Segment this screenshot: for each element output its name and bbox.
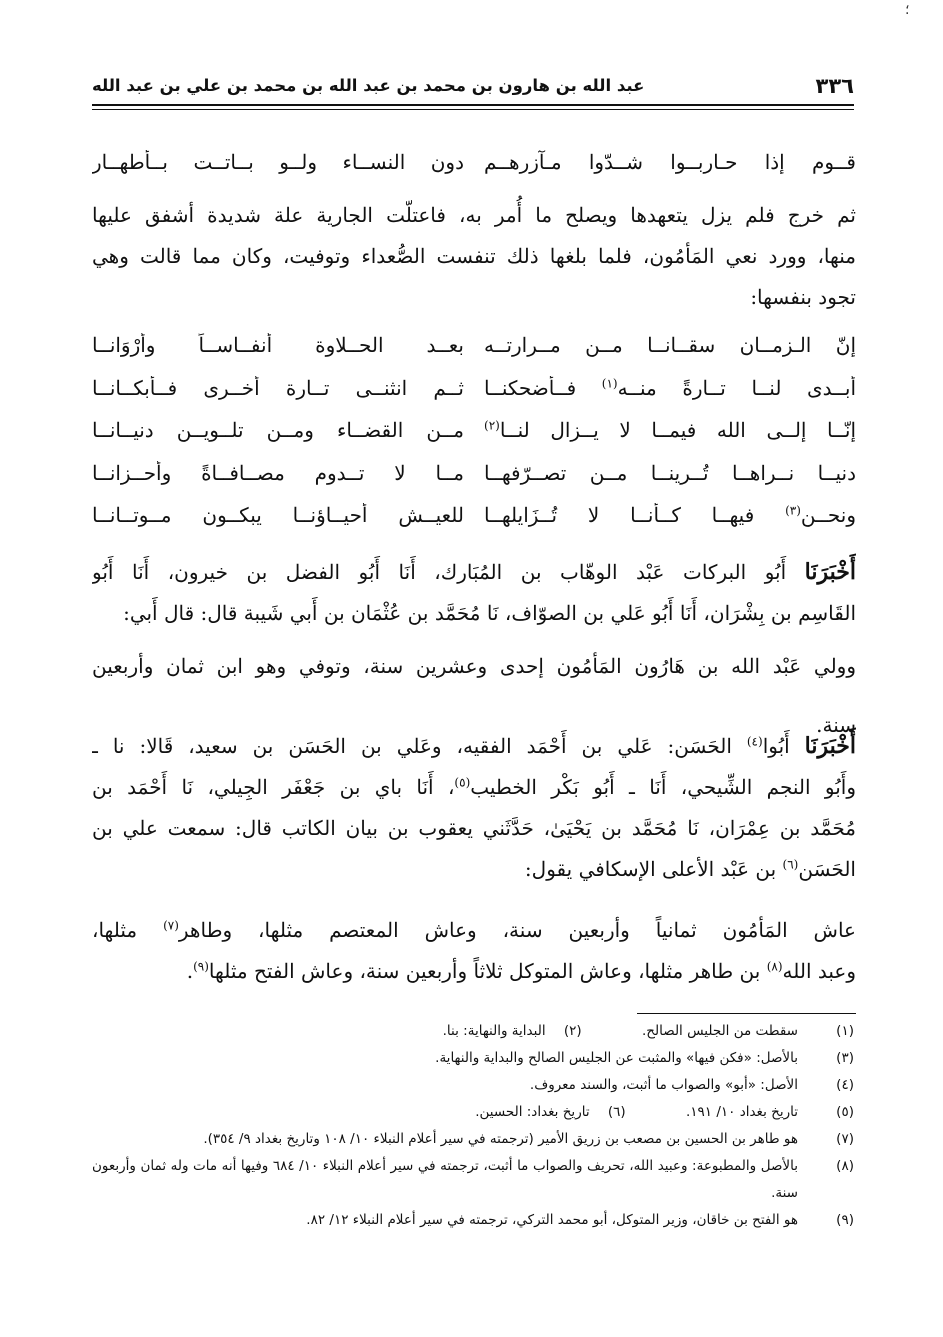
footnote <box>92 1126 856 1153</box>
statement-paragraph-2 <box>92 910 856 992</box>
hemistich-second: ثــم انثنــى تــارة أخــرى فــأبكــانــا <box>92 376 464 400</box>
footnote-ref[interactable]: (٨) <box>766 959 783 974</box>
hemistich-second: للعيــش أحيــاؤنــا يبكــون مــوتــانــا <box>92 503 464 527</box>
isnad-line: مُحَمَّد بن عِمْرَان، نَا مُحَمَّد بن يَحْيَىٰ، حَدَّثَني يعقوب بن بيان الكاتب قال: سمعت علي بن <box>92 816 856 840</box>
footnote <box>92 1207 856 1234</box>
footnote-ref[interactable]: (٤) <box>746 734 763 749</box>
footnote-text: هو الفتح بن خاقان، وزير المتوكل، أبو محمد التركي، ترجمته في سير أعلام النبلاء ١٢/ ٨٢. <box>306 1212 798 1228</box>
footnote-ref[interactable]: (٦) <box>782 857 799 872</box>
footnote <box>92 1153 856 1207</box>
footnote-number: (٤) <box>836 1077 854 1093</box>
footnote-ref[interactable]: (١) <box>601 376 618 391</box>
prose-paragraph <box>92 195 856 318</box>
isnad-line: الحَسَن$^{(٦)}$ بن عَبْد الأعلى الإسكافي يقول: <box>524 857 856 881</box>
hemistich-first: ونحــن$^{(٣)}$ فيهــا كــأنــا لا تُــزَايلهــا <box>484 503 856 527</box>
poem-verse <box>92 376 856 416</box>
footnote <box>92 1018 856 1045</box>
footnote-number: (٨) <box>836 1158 854 1174</box>
isnad-line: وأَبُو النجم الشِّيحي، أَنَا ـ أَبُو بَكْر الخطيب$^{(٥)}$، أَنَا باي بن جَعْفَر الجِيلي، نَا أَحْمَد بن <box>92 775 856 799</box>
footnote-number: (٢) <box>563 1023 582 1039</box>
hemistich-second: مــن القضــاء ومــن تلــويــن دنيــانــا <box>92 418 464 442</box>
footnote-text: البداية والنهاية: بنا. <box>442 1023 546 1039</box>
footnote-text: تاريخ بغداد: الحسين. <box>475 1104 590 1120</box>
prose-line: منها، وورد نعي المَأمُون، فلما بلغها ذلك تنفست الصُّعداء وتوفيت، وكان مما قالت وهي <box>92 244 856 268</box>
footnotes <box>92 1018 856 1234</box>
corner-mark: ؛ <box>905 2 910 18</box>
isnad-line: القَاسِم بن بِشْرَان، أَنَا أَبُو عَلي بن الصوّاف، نَا مُحَمَّد بن عُثْمَان بن أَبي شَيبة قال: قال أَبي: <box>123 601 856 625</box>
prose-line: ثم خرج فلم يزل يتعهدها ويصلح ما أُمر به، فاعتلّت الجارية علة شديدة أشفق عليها <box>92 203 856 227</box>
hemistich-first: قــوم إذا حـاربــوا شــدّوا مـآزرهــم <box>484 150 856 174</box>
isnad-paragraph-2 <box>92 726 856 890</box>
statement-line: وولي عَبْد الله بن هَارُون المَأمُون إحدى وعشرين سنة، وتوفي وهو ابن ثمان وأربعين <box>92 654 856 678</box>
footnote-rule <box>637 1013 856 1014</box>
poem-verse <box>92 333 856 373</box>
statement-line: عاش المَأمُون ثمانياً وأربعين سنة، وعاش المعتصم مثلها، وطاهر$^{(٧)}$ مثلها، <box>92 918 856 942</box>
footnote-number: (٣) <box>836 1050 854 1066</box>
footnote <box>92 1045 856 1072</box>
hemistich-first: دنيــا نــراهــا تُــرينــا مــن تصــرّفهــا <box>484 461 856 485</box>
footnote-ref[interactable]: (٧) <box>163 918 179 933</box>
header-rule <box>92 104 854 106</box>
header-rule-thin <box>92 109 854 110</box>
hemistich-second: بعــد الحــلاوة أنفــاســاً وأرْوَانــا <box>92 333 464 357</box>
footnote-ref[interactable]: (٣) <box>785 503 801 518</box>
footnote-number: (١) <box>836 1023 854 1039</box>
isnad-line: أَخْبَرَنَا أَبُو البركات عَبْد الوهّاب بن المُبَارك، أَنَا أَبُو الفضل بن خيرون، أَنَا أَبُو <box>92 559 856 585</box>
footnote-number: (٧) <box>836 1131 854 1147</box>
isnad-paragraph <box>92 552 856 634</box>
poem-verse <box>92 461 856 501</box>
footnote <box>92 1072 856 1099</box>
footnote-text: الأصل: «أبو» والصواب ما أثبت، والسند معروف. <box>529 1077 798 1093</box>
footnote-text: هو طاهر بن الحسين بن مصعب بن زريق الأمير (ترجمته في سير أعلام النبلاء ١٠/ ١٠٨ وتاريخ بغداد ٩/ ٣٥٤). <box>203 1131 798 1147</box>
footnote <box>92 1099 856 1126</box>
page-number: ٣٣٦ <box>815 74 854 98</box>
footnote-text: بالأصل: «فكن فيها» والمثبت عن الجليس الصالح والبداية والنهاية. <box>435 1050 798 1066</box>
footnote-ref[interactable]: (٢) <box>484 418 500 433</box>
isnad-line: أَخْبَرَنَا أَبُوا$^{(٤)}$ الحَسَن: عَلي بن أَحْمَد الفقيه، وعَلي بن الحَسَن بن سعيد، قَالا: نا ـ <box>92 733 856 759</box>
hemistich-first: إنّــا إلــى الله فيمــا لا يــزال لنــا$^{(٢)}$ <box>484 418 856 442</box>
footnote-ref[interactable]: (٥) <box>454 775 471 790</box>
poem-verse <box>92 503 856 543</box>
opening-verse <box>92 150 856 190</box>
statement-line: وعبد الله$^{(٨)}$ بن طاهر مثلها، وعاش المتوكل ثلاثاً وأربعين سنة، وعاش الفتح مثلها$^{(٩)}$. <box>186 959 856 983</box>
footnote-number: (٦) <box>607 1104 626 1120</box>
hemistich-first: أبــدى لنــا تــارةً منــه$^{(١)}$ فــأضحكنــا <box>484 376 856 400</box>
hemistich-first: إنّ الـزمــان سقــانــا مــن مــرارتــه <box>484 333 856 357</box>
hemistich-second: مــا لا تــدوم مصــافــاةً وأحــزانــا <box>92 461 464 485</box>
akhbarana-lead: أَخْبَرَنَا <box>804 733 856 759</box>
footnote-ref[interactable]: (٩) <box>193 959 209 974</box>
running-title: عبد الله بن هارون بن محمد بن عبد الله بن محمد بن علي بن عبد الله <box>92 76 645 95</box>
hemistich-second: دون النســاء ولــو بــاتــت بــأطهــار <box>92 150 464 174</box>
statement-line: سنة. <box>816 713 856 737</box>
footnote-number: (٥) <box>836 1104 854 1120</box>
footnote-text: بالأصل والمطبوعة: وعبيد الله، تحريف والصواب ما أثبت، ترجمته في سير أعلام النبلاء ١٠/ ٦٨٤ وفيها أنه مات وله ثمان وأربعون سنة. <box>92 1158 798 1201</box>
prose-line: تجود بنفسها: <box>750 285 856 309</box>
akhbarana-lead: أَخْبَرَنَا <box>804 559 856 585</box>
footnote-text: تاريخ بغداد ١٠/ ١٩١. <box>686 1104 798 1120</box>
page-header <box>92 68 854 102</box>
footnote-text: سقطت من الجليس الصالح. <box>642 1023 798 1039</box>
footnote-number: (٩) <box>836 1212 854 1228</box>
poem-verse <box>92 418 856 458</box>
